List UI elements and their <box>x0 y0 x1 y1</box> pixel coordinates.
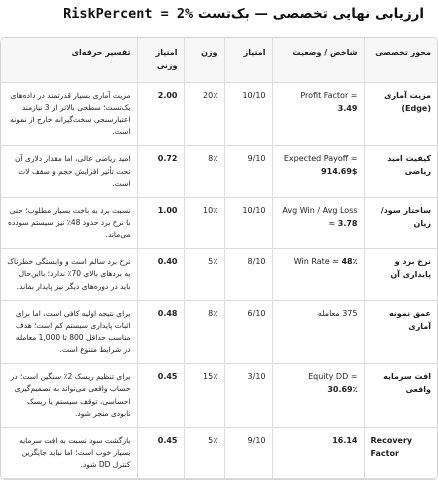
cell-axis: نرخ برد و پایداری آن <box>364 249 437 300</box>
header-weight: وزن <box>184 38 224 82</box>
cell-weighted-score: 0.48 <box>137 300 184 364</box>
page-title-text: ارزیابی نهایی تخصصی — بک‌تست <box>197 6 424 22</box>
metric-label: Profit Factor = <box>300 90 358 100</box>
cell-weight: 10٪ <box>184 197 224 248</box>
cell-interpretation: نرخ برد سالم است و وابستگی خطرناک به بردهای بالای 70٪ ندارد؛ بااین‌حال باید در دوره‌های دیگر نیز پایدار بماند. <box>1 249 137 300</box>
evaluation-table-container <box>0 37 438 480</box>
cell-weight: 8٪ <box>184 300 224 364</box>
cell-axis: کیفیت امید ریاضی <box>364 146 437 197</box>
page-title-code: RiskPercent = 2% <box>63 6 194 22</box>
cell-score: 8/10 <box>224 249 272 300</box>
cell-metric <box>272 197 364 248</box>
cell-weight: 20٪ <box>184 82 224 146</box>
metric-value: 914.69$ <box>321 167 358 177</box>
metric-label: Win Rate ≈ <box>293 257 342 267</box>
cell-score: 9/10 <box>224 146 272 197</box>
axis-label: Recovery Factor <box>370 435 413 458</box>
cell-metric <box>272 427 364 478</box>
cell-weighted-score: 0.40 <box>137 249 184 300</box>
cell-interpretation: برای تنظیم ریسک 2٪ سنگین است؛ در حساب واقعی می‌تواند به تصمیم‌گیری احساسی، توقف سیستم یا ریسک نابودی منجر شود. <box>1 364 137 428</box>
metric-value: 375 معامله <box>317 308 358 318</box>
cell-axis: مزیت آماری (Edge) <box>364 82 437 146</box>
metric-value: 48٪ <box>341 257 358 267</box>
table-header-row <box>1 38 437 82</box>
cell-axis: عمق نمونه آماری <box>364 300 437 364</box>
header-metric: شاخص / وضعیت <box>272 38 364 82</box>
table-row <box>1 427 437 478</box>
cell-metric <box>272 146 364 197</box>
metric-label: Expected Payoff = <box>283 154 358 164</box>
table-row <box>1 249 437 300</box>
cell-weighted-score: 0.72 <box>137 146 184 197</box>
cell-metric <box>272 364 364 428</box>
page-title <box>63 6 424 22</box>
metric-value: 16.14 <box>332 435 358 445</box>
metric-label: Avg Win / Avg Loss ≈ <box>282 205 358 228</box>
header-interpretation: تفسیر حرفه‌ای <box>1 38 137 82</box>
cell-interpretation: امید ریاضی عالی، اما مقدار دلاری آن تحت تأثیر افزایش حجم و سقف لات است. <box>1 146 137 197</box>
metric-label: Equity DD = <box>308 372 358 382</box>
cell-weighted-score: 0.45 <box>137 364 184 428</box>
cell-interpretation: برای نتیجه اولیه کافی است، اما برای اثبات پایداری سیستم کم است؛ هدف مناسب حداقل 800 تا 1,000 معامله در شرایط متنوع است. <box>1 300 137 364</box>
cell-score: 10/10 <box>224 197 272 248</box>
evaluation-table <box>1 38 437 479</box>
table-row <box>1 364 437 428</box>
table-row <box>1 82 437 146</box>
cell-score: 3/10 <box>224 364 272 428</box>
cell-interpretation: بازگشت سود نسبت به افت سرمایه بسیار خوب است؛ اما نباید جایگزین کنترل DD شود. <box>1 427 137 478</box>
header-axis: محور تخصصی <box>364 38 437 82</box>
cell-score: 10/10 <box>224 82 272 146</box>
cell-weighted-score: 1.00 <box>137 197 184 248</box>
cell-score: 9/10 <box>224 427 272 478</box>
cell-weight: 5٪ <box>184 427 224 478</box>
cell-interpretation: نسبت برد به باخت بسیار مطلوب؛ حتی با نرخ برد حدود 48٪ نیز سیستم سودده می‌ماند. <box>1 197 137 248</box>
cell-weight: 8٪ <box>184 146 224 197</box>
metric-value: 3.49 <box>337 103 358 113</box>
header-score: امتیاز <box>224 38 272 82</box>
cell-axis <box>364 427 437 478</box>
cell-axis: افت سرمایه واقعی <box>364 364 437 428</box>
table-row <box>1 197 437 248</box>
cell-metric <box>272 300 364 364</box>
table-row <box>1 300 437 364</box>
cell-weight: 15٪ <box>184 364 224 428</box>
cell-weighted-score: 2.00 <box>137 82 184 146</box>
cell-interpretation: مزیت آماری بسیار قدرتمند در داده‌های بک‌تست؛ سطحی بالاتر از 3 نیازمند اعتبارسنجی سخت‌گیرانه خارج از نمونه است. <box>1 82 137 146</box>
cell-weighted-score: 0.45 <box>137 427 184 478</box>
metric-value: 30.69٪ <box>327 385 358 395</box>
cell-metric <box>272 249 364 300</box>
cell-score: 6/10 <box>224 300 272 364</box>
cell-weight: 5٪ <box>184 249 224 300</box>
cell-axis: ساختار سود/زیان <box>364 197 437 248</box>
cell-metric <box>272 82 364 146</box>
table-row <box>1 146 437 197</box>
header-weighted-score: امتیاز وزنی <box>137 38 184 82</box>
metric-value: 3.78 <box>337 218 358 228</box>
